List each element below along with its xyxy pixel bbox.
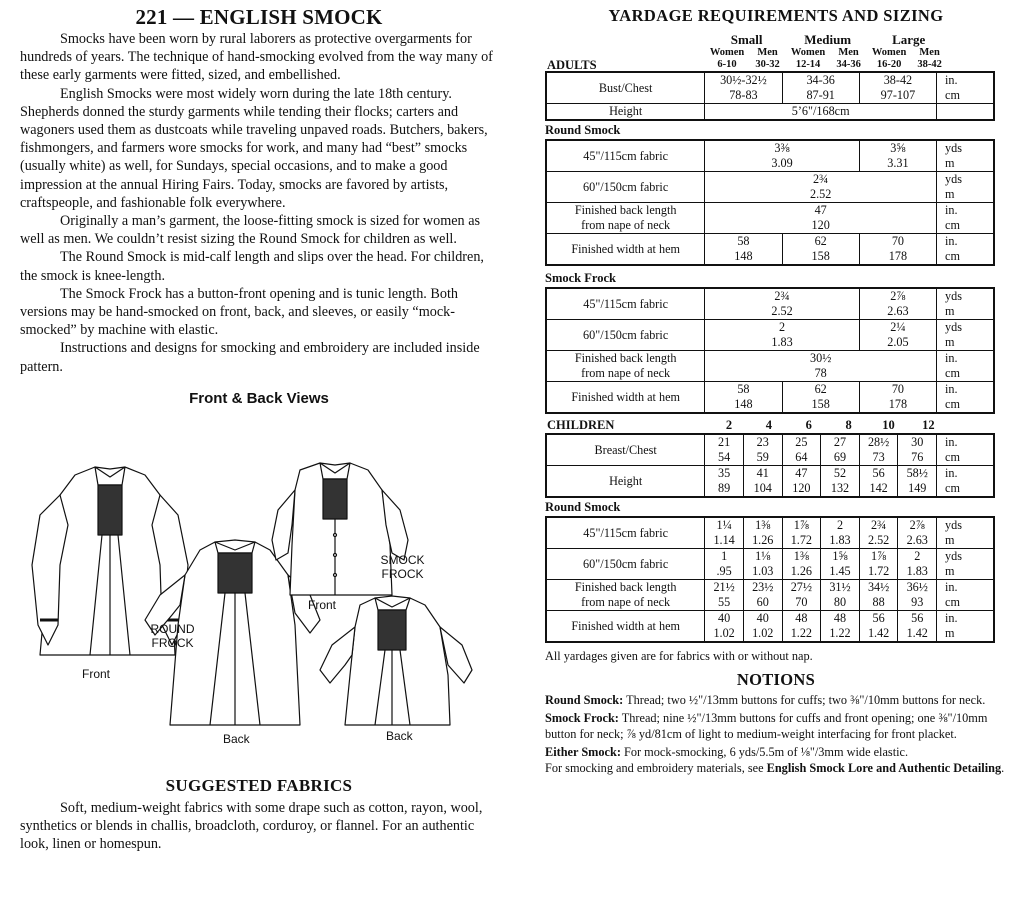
size-small: Small <box>730 32 763 47</box>
yardage-heading: YARDAGE REQUIREMENTS AND SIZING <box>608 6 944 25</box>
row-label: Finished width at hem <box>546 382 705 414</box>
views-heading: Front & Back Views <box>189 389 329 407</box>
row-label: 60"/150cm fabric <box>546 549 705 580</box>
adult-size-header <box>545 32 995 71</box>
paragraph: Smocks have been worn by rural laborers as protective overgarments for hundreds of years. The technique of hand-smocking evolved from the way many of these early garments were fitted, sized, and embellished. <box>20 31 493 84</box>
back-label: Back <box>386 729 413 743</box>
row-label: Height <box>546 466 705 498</box>
paragraph: Instructions and designs for smocking and embroidery are included inside pattern. <box>20 340 480 375</box>
right-column <box>545 6 1007 776</box>
row-label: 60"/150cm fabric <box>546 320 705 351</box>
pattern-title: 221 — ENGLISH SMOCK <box>135 5 383 29</box>
notion-final: For smocking and embroidery materials, see English Smock Lore and Authentic Detailing. <box>545 761 1005 775</box>
nap-note: All yardages given are for fabrics with or without nap. <box>545 649 813 663</box>
paragraph: Originally a man’s garment, the loose-fitting smock is sized for women as well as men. We couldn’t resist sizing the Round Smock for children as well. <box>20 213 481 248</box>
gender: Men <box>919 47 940 58</box>
paragraph: English Smocks were most widely worn during the late 18th century. Shepherds donned the sturdy garments while tending their flocks; carters and wagoners used them as dustcoats while traveling unpaved roads. Butchers, bakers, fishmongers, and farmers wore smocks for work, and many had “best” smocks (usually white) as well, for Sundays, special occasions, and to make a good impression at the annual Hiring Fairs. Today, smocks are favored by artists, craftspeople, and fashionable folk everywhere. <box>20 85 488 211</box>
size-num: 6-10 <box>717 59 737 70</box>
children-label: CHILDREN <box>547 418 615 432</box>
notion-either-smock: Either Smock: For mock-smocking, 6 yds/5.5m of ⅛"/3mm wide elastic. <box>545 745 909 759</box>
front-label: Front <box>308 598 337 612</box>
round-frock-label: ROUND FROCK <box>150 622 195 650</box>
children-size-header <box>545 418 995 433</box>
gender: Women <box>709 47 745 58</box>
fabrics-heading: SUGGESTED FABRICS <box>165 776 353 795</box>
child-size: 10 <box>882 418 895 432</box>
row-label: Bust/Chest <box>546 72 705 104</box>
garment-illustration <box>20 455 498 755</box>
smock-frock-label: SMOCK FROCK <box>380 553 425 581</box>
child-size: 4 <box>765 418 772 432</box>
paragraph: The Smock Frock has a button-front opening and is tunic length. Both versions may be hand-smocked on front, back, and sleeves, or easily “mock-smocked” by machine with elastic. <box>20 285 458 339</box>
adult-round-smock-table: 45"/115cm fabric 3⅜ 3.09 3⅝ 3.31 yds m 60"/150cm fabric 2¾ 2.52 yds m Finished back length from nape of neck 47 120 in. cm Finished width at hem 58 148 62 158 70 178 in. cm <box>545 139 995 266</box>
row-label: Finished width at hem <box>546 234 705 266</box>
children-measurements-table: Breast/Chest 21 54 23 59 25 64 27 69 28½ 73 30 76 in. cm Height 35 89 41 104 47 120 52 132 56 142 58½ 149 in. cm <box>545 433 995 498</box>
children-round-smock-table: 45"/115cm fabric 1¼ 1.14 1⅜ 1.26 1⅞ 1.72 2 1.83 2¾ 2.52 2⅞ 2.63 yds m 60"/150cm fabric 1 .95 1⅛ 1.03 1⅜ 1.26 1⅝ 1.45 1⅞ 1.72 2 1.83 yds m Finished back length from nape of neck 21½ 55 23½ 60 27½ 70 31½ 80 34½ 88 36½ 93 in. cm Finished width at hem 40 1.02 40 1.02 48 1.22 48 1.22 56 1.42 56 1.42 in. m <box>545 516 995 643</box>
adult-smock-frock-table: 45"/115cm fabric 2¾ 2.52 2⅞ 2.63 yds m 60"/150cm fabric 2 1.83 2¼ 2.05 yds m Finished back length from nape of neck 30½ 78 in. cm Finished width at hem 58 148 62 158 70 178 in. cm <box>545 287 995 414</box>
fabrics-text: Soft, medium-weight fabrics with some drape such as cotton, rayon, wool, synthetics or blends in challis, broadcloth, corduroy, or flannel. For an authentic look, linen or homespun. <box>20 800 483 853</box>
child-round-smock-heading: Round Smock <box>545 500 621 514</box>
gender: Women <box>871 47 907 58</box>
notions-heading: NOTIONS <box>736 670 816 689</box>
child-size: 6 <box>805 418 812 432</box>
size-num: 16-20 <box>876 59 902 70</box>
fabrics-section <box>20 776 498 854</box>
size-medium: Medium <box>804 32 852 47</box>
gender: Women <box>790 47 826 58</box>
row-label: 60"/150cm fabric <box>546 172 705 203</box>
size-large: Large <box>892 32 926 47</box>
adults-label: ADULTS <box>547 58 597 72</box>
size-num: 34-36 <box>836 59 861 70</box>
notion-smock-frock: Smock Frock: Thread; nine ½"/13mm buttons for cuffs and front opening; one ⅜"/10mm button for neck; ⅞ yd/81cm of light to medium-weight interfacing for front placket. <box>545 711 988 741</box>
description <box>20 30 498 376</box>
row-label: Finished width at hem <box>546 611 705 643</box>
size-num: 12-14 <box>795 59 821 70</box>
smock-frock-heading: Smock Frock <box>545 271 616 285</box>
child-size: 12 <box>922 418 935 432</box>
row-label: 45"/115cm fabric <box>546 288 705 320</box>
paragraph: The Round Smock is mid-calf length and slips over the head. For children, the smock is knee-length. <box>20 249 484 284</box>
child-size: 2 <box>725 418 733 432</box>
size-num: 38-42 <box>917 59 942 70</box>
row-label: Height <box>546 104 705 121</box>
size-num: 30-32 <box>755 59 780 70</box>
front-label: Front <box>82 667 111 681</box>
row-label: 45"/115cm fabric <box>546 140 705 172</box>
smock-frock-back-drawing <box>320 596 472 725</box>
round-smock-heading: Round Smock <box>545 123 621 137</box>
notes-section <box>545 648 1007 776</box>
back-label: Back <box>223 732 250 746</box>
adult-measurements-table: Bust/Chest 30½-32½ 78-83 34-36 87-91 38-42 97-107 in. cm Height 5’6"/168cm <box>545 71 995 121</box>
row-label: Breast/Chest <box>546 434 705 466</box>
child-size: 8 <box>845 418 852 432</box>
left-column <box>20 6 498 407</box>
height-value: 5’6"/168cm <box>705 104 937 121</box>
smock-drawings <box>20 455 498 755</box>
gender: Men <box>838 47 859 58</box>
notion-round-smock: Round Smock: Thread; two ½"/13mm buttons for cuffs; two ⅜"/10mm buttons for neck. <box>545 693 986 707</box>
row-label: 45"/115cm fabric <box>546 517 705 549</box>
gender: Men <box>757 47 778 58</box>
